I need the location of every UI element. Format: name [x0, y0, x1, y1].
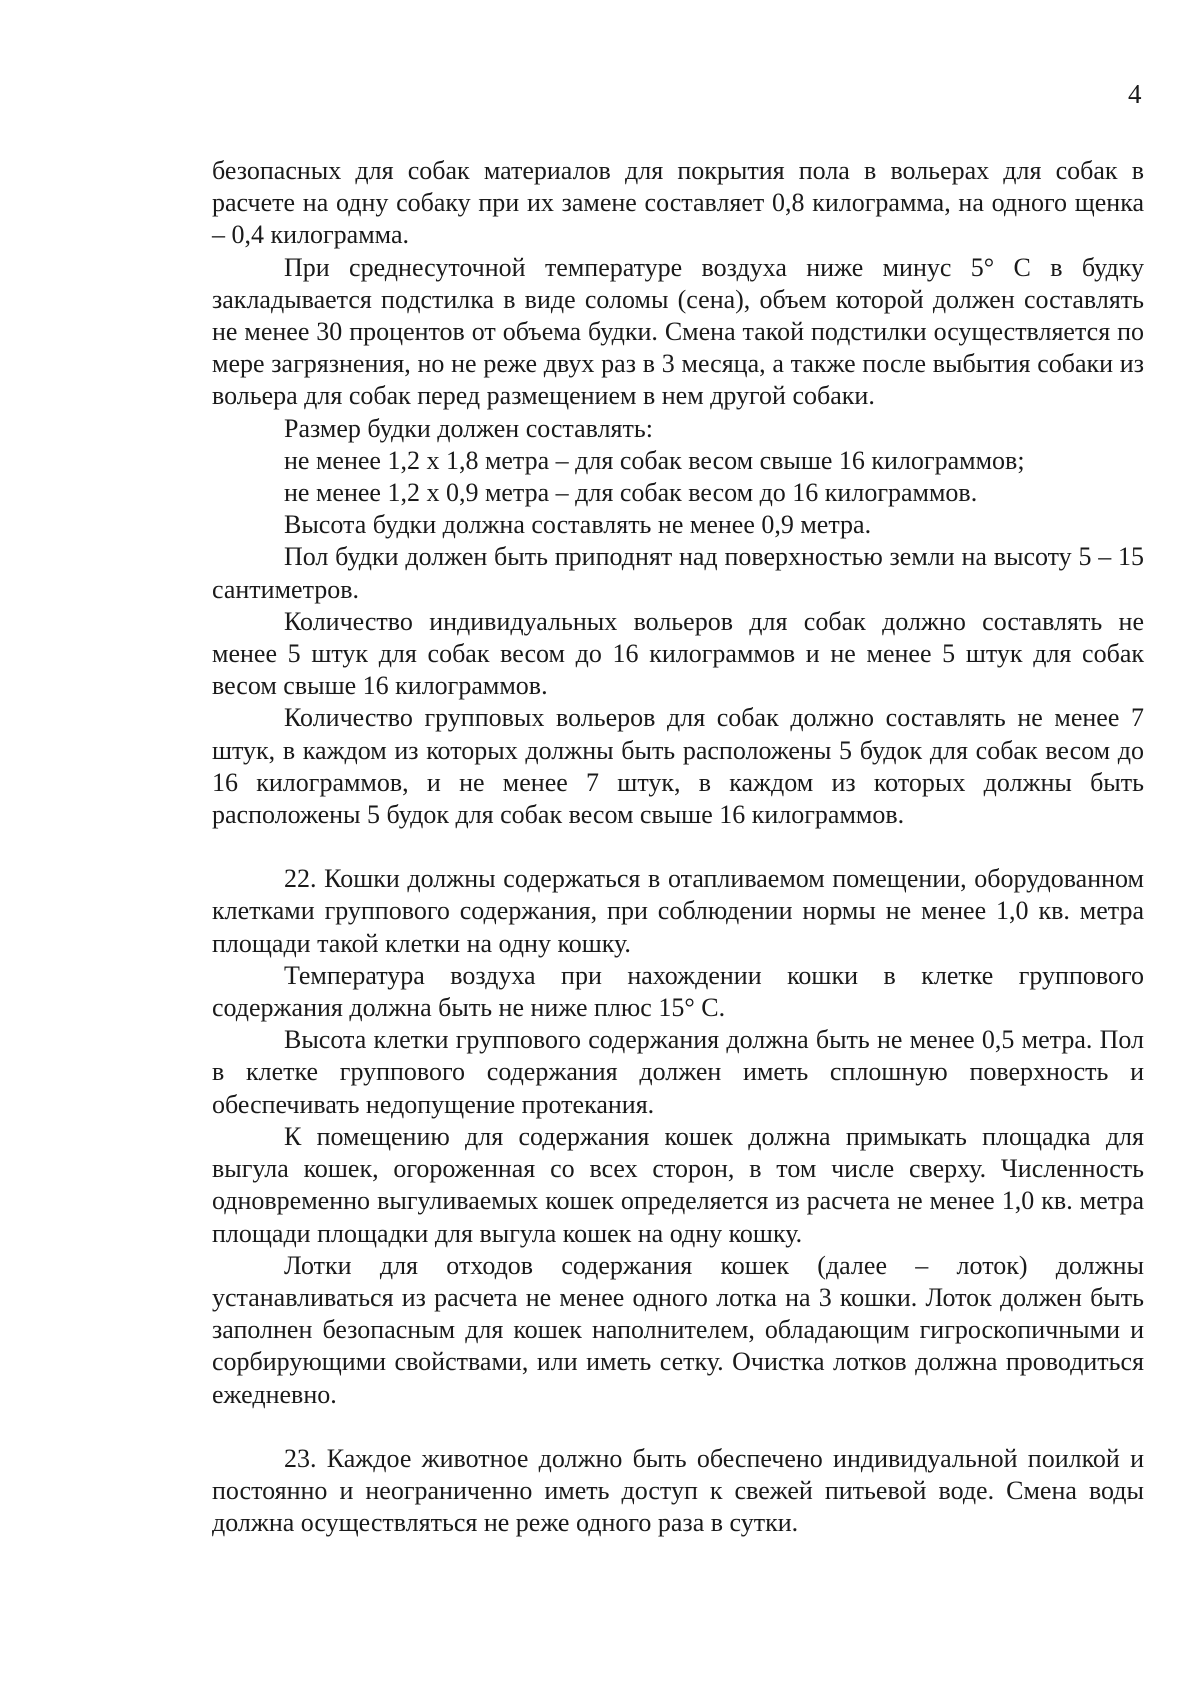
section-gap: [212, 831, 1144, 863]
section-gap: [212, 1411, 1144, 1443]
page-number: 4: [1128, 79, 1142, 109]
paragraph-kennel-size-intro: Размер будки должен составлять:: [284, 413, 653, 443]
section-22-cats: 22. Кошки должны содержаться в отапливаемом помещении, оборудованном клетками группового содержания, при соблюдении нормы не менее 1,0 кв. метра площади такой клетки на одну кошку.: [212, 864, 1144, 958]
paragraph-kennel-size-small: не менее 1,2 x 0,9 метра – для собак весом до 16 килограммов.: [284, 478, 978, 508]
document-body: [212, 155, 1144, 1539]
paragraph-walking-area: К помещению для содержания кошек должна примыкать площадка для выгула кошек, огороженная со всех сторон, в том числе сверху. Численность одновременно выгуливаемых кошек определяется из расчета не менее 1,0 кв. метра площади площадки для выгула кошек на одну кошку.: [212, 1121, 1144, 1248]
paragraph-cage-height: Высота клетки группового содержания должна быть не менее 0,5 метра. Пол в клетке группового содержания должен иметь сплошную поверхность и обеспечивать недопущение протекания.: [212, 1025, 1144, 1119]
paragraph-kennel-floor: Пол будки должен быть приподнят над поверхностью земли на высоту 5 – 15 сантиметров.: [212, 542, 1144, 604]
paragraph-flooring-material: безопасных для собак материалов для покрытия пола в вольерах для собак в расчете на одну собаку при их замене составляет 0,8 килограмма, на одного щенка – 0,4 килограмма.: [212, 156, 1144, 250]
paragraph-litter-trays: Лотки для отходов содержания кошек (далее – лоток) должны устанавливаться из расчета не менее одного лотка на 3 кошки. Лоток должен быть заполнен безопасным для кошек наполнителем, обладающим гигроскопичными и сорбирующими свойствами, или иметь сетку. Очистка лотков должна проводиться ежедневно.: [212, 1250, 1144, 1409]
paragraph-kennel-size-large: не менее 1,2 x 1,8 метра – для собак весом свыше 16 килограммов;: [284, 445, 1025, 475]
paragraph-kennel-height: Высота будки должна составлять не менее 0,9 метра.: [284, 510, 872, 540]
paragraph-bedding: При среднесуточной температуре воздуха ниже минус 5° С в будку закладывается подстилка в виде соломы (сена), объем которой должен составлять не менее 30 процентов от объема будки. Смена такой подстилки осуществляется по мере загрязнения, но не реже двух раз в 3 месяца, а также после выбытия собаки из вольера для собак перед размещением в нем другой собаки.: [212, 252, 1144, 411]
paragraph-individual-enclosures: Количество индивидуальных вольеров для собак должно составлять не менее 5 штук для собак весом до 16 килограммов и не менее 5 штук для собак весом свыше 16 килограммов.: [212, 606, 1144, 701]
section-23-water: 23. Каждое животное должно быть обеспечено индивидуальной поилкой и постоянно и неограниченно иметь доступ к свежей питьевой воде. Смена воды должна осуществляться не реже одного раза в сутки.: [212, 1443, 1144, 1538]
paragraph-cat-temperature: Температура воздуха при нахождении кошки в клетке группового содержания должна быть не ниже плюс 15° С.: [212, 960, 1144, 1023]
paragraph-group-enclosures: Количество групповых вольеров для собак должно составлять не менее 7 штук, в каждом из которых должны быть расположены 5 будок для собак весом до 16 килограммов, и не менее 7 штук, в каждом из которых должны быть расположены 5 будок для собак весом свыше 16 килограммов.: [212, 703, 1144, 830]
